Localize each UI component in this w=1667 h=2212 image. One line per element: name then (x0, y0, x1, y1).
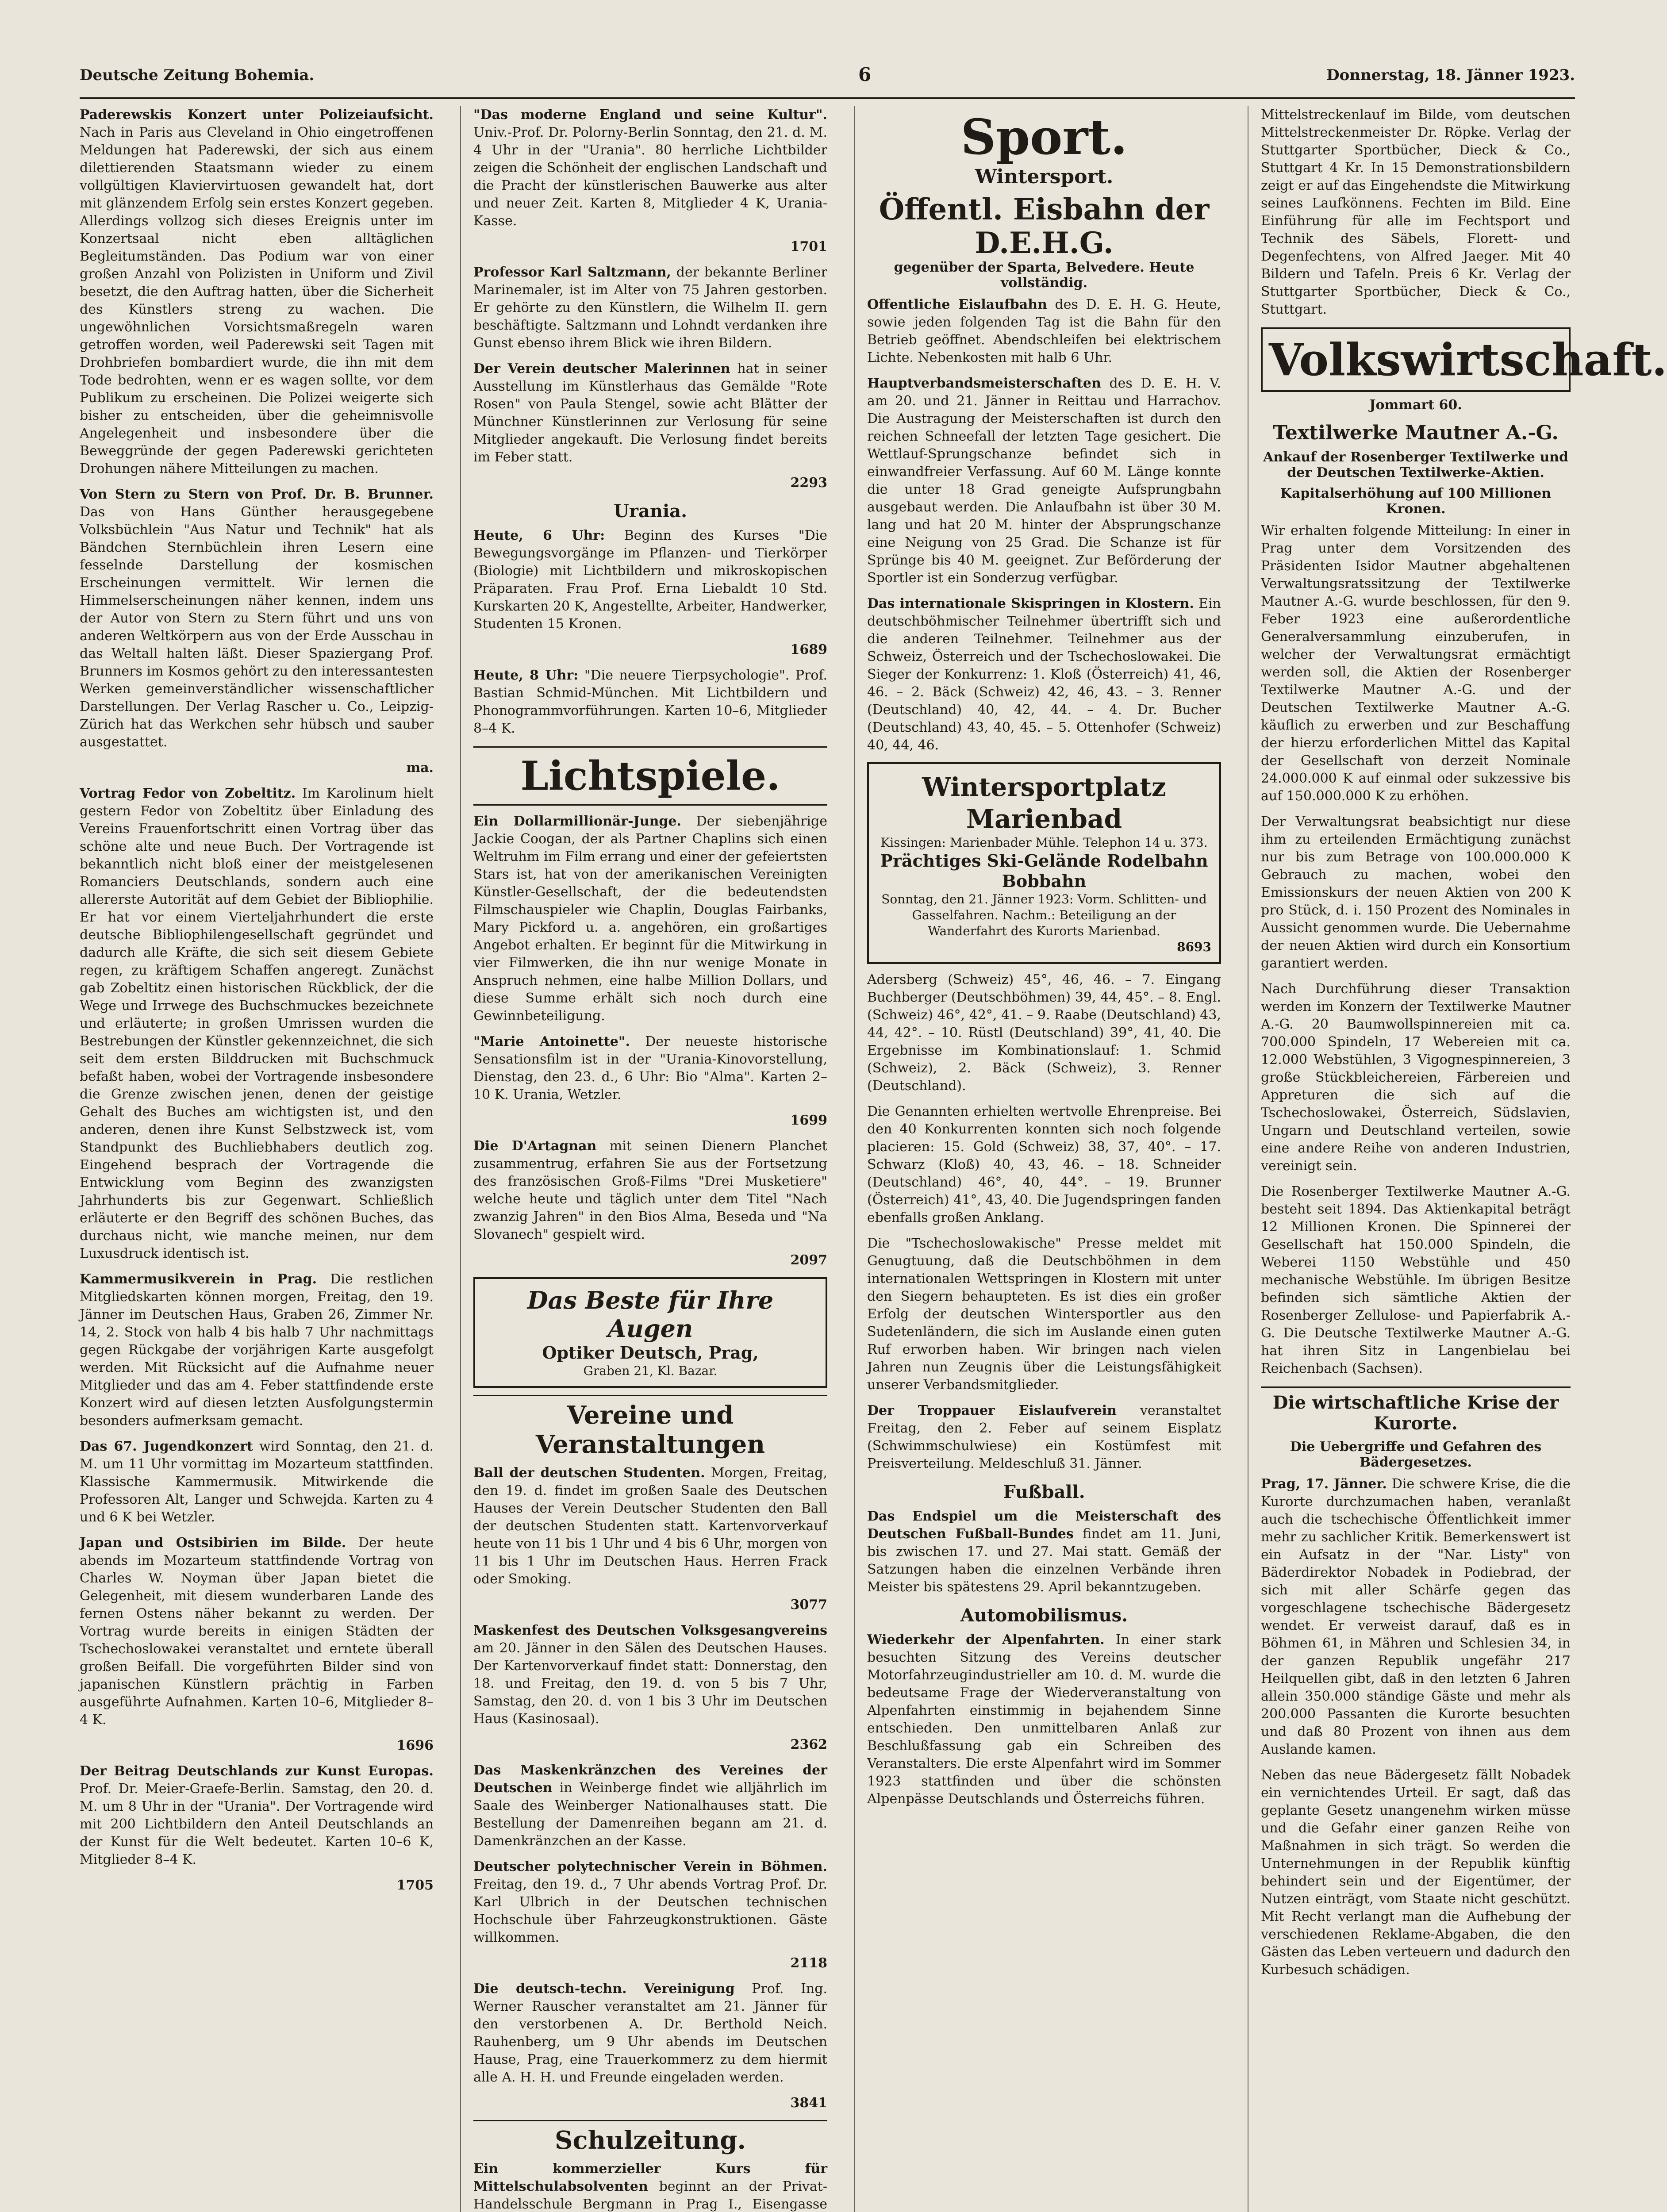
article-subheadline: Kapitalserhöhung auf 100 Millionen Kronen. (1280, 486, 1552, 517)
page-header (80, 66, 1575, 97)
article-text: beginnt an der Privat-Handelsschule Bergmann in Prag I., Eisengasse (473, 2179, 827, 2212)
article (80, 785, 434, 1263)
article (80, 1438, 434, 1526)
article-signature: 1705 (396, 1878, 434, 1893)
article-text: Prof. Dr. Meier-Graefe-Berlin. Samstag, den 20. d. M. um 8 Uhr in der "Urania". Der Vortragende wird mit 200 Lichtbildern den Anteil Deutschlands an der Kunst für die Welt bedeutet. Karten 10–6 K, Mitglieder 8–4 K. (80, 1781, 434, 1867)
subsection-heading-fussball: Fußball. (1003, 1482, 1085, 1502)
article-text: in Weinberge findet wie alljährlich im Saale des Weinberger Nationalhauses statt. Die Bestellung der Damenreihen begann am 21. d. Damenkränzchen an der Kasse. (473, 1780, 827, 1849)
article (473, 1137, 827, 1244)
column-divider (460, 106, 461, 2212)
article-text: Die Rosenberger Textilwerke Mautner A.-G. besteht seit 1894. Das Aktienkapital beträgt 12 Millionen Kronen. Die Spinnerei der Gesellschaft hat 150.000 Spindeln, die Weberei 1150 Webstühle und 450 mechanische Webstühle. Im übrigen Besitze befinden sich sämtliche Aktien der Rosenberger Zellulose- und Papierfabrik A.-G. Die Deutsche Textilwerke Mautner A.-G. hat ihren Sitz in Langenbielau bei Reichenbach (Sachsen). (1261, 1184, 1571, 1376)
article-text: veranstaltet Freitag, den 2. Feber auf seinem Eisplatz (Schwimmschulwiese) ein Kostümfest mit Preisverteilung. Meldeschluß 31. Jänner. (867, 1403, 1221, 1471)
masthead: Deutsche Zeitung Bohemia. (80, 66, 315, 84)
section-heading-lichtspiele: Lichtspiele. (473, 746, 827, 806)
article-kicker: Von Stern zu Stern von Prof. Dr. B. Brunner. (80, 487, 434, 502)
article (473, 106, 827, 230)
article-text: Freitag, den 19. d., 7 Uhr abends Vortrag Prof. Dr. Karl Ulbrich in der Deutschen technischen Hochschule über Fahrzeugkonstruktionen. Gäste willkommen. (473, 1877, 827, 1945)
article-signature: 1689 (790, 642, 827, 657)
article-kicker: Ball der deutschen Studenten. (473, 1465, 705, 1481)
section-date: Jommart 60. (1369, 397, 1462, 413)
article-kicker: Professor Karl Saltzmann, (473, 265, 671, 280)
subsection-heading-automobilismus: Automobilismus. (960, 1605, 1128, 1626)
article-kicker: Heute, 8 Uhr: (473, 668, 579, 683)
article-text: Der siebenjährige Jackie Coogan, der als Partner Chaplins sich einen Weltruhm im Film errang und einer der gefeiertsten Stars ist, hat von der amerikanischen Vereinigten Künstler-Gesellschaft, der die bedeutendsten Filmschauspieler wie Chaplin, Douglas Fairbanks, Mary Pickford u. a. angehören, ein großartiges Angebot erhalten. Er beginnt für die Mitwirkung in vier Filmwerken, die ihn nur wenige Monate in Anspruch nehmen, eine halbe Million Dollars, und diese Summe erhält sich noch durch eine Gewinnbeteiligung. (473, 814, 827, 1024)
article (1261, 522, 1571, 805)
ad-title: Das Beste für Ihre Augen (527, 1286, 774, 1343)
article-text: Die schwere Krise, die die Kurorte durchzumachen haben, veranlaßt auch die tschechische Öffentlichkeit immer mehr zu sachlicher Kritik. Bemerkenswert ist ein Aufsatz in der "Nar. Listy" von Bäderdirektor Nobadek in Podiebrad, der sich mit aller Schärfe gegen das vorgeschlagene tschechische Bädergesetz wendet. Er verweist darauf, daß es in Böhmen 61, in Mähren und Schlesien 34, in der ganzen Republik ungefähr 217 Heilquellen gibt, daß in den letzten 6 Jahren allein 350.000 ständige Gäste und mehr als 200.000 Passanten die Kurorte besuchten und daß 80 Prozent von ihnen aus dem Auslande kamen. (1261, 1476, 1571, 1757)
article-text: Neben das neue Bädergesetz fällt Nobadek ein vernichtendes Urteil. Er sagt, daß das geplante Gesetz unangenehm wirken müsse und die Gefahr einer ganzen Reihe von Maßnahmen in sich trägt. So werden die Unternehmungen in der Republik künftig behindert sein und der Eigentümer, der Nutzen einträgt, vom Staate nicht geschützt. Mit Recht verlangt man die Aufhebung der verschiedenen Reklame-Abgaben, die den Gästen das Leben verteuern und dadurch den Kurbesuch schädigen. (1261, 1767, 1571, 1978)
article-text: des D. E. H. G. Heute, sowie jeden folgenden Tag ist die Bahn für den Betrieb geöffnet. Abendschleifen bei elektrischem Lichte. Nebenkosten mit halb 6 Uhr. (867, 297, 1221, 365)
article (1261, 1183, 1571, 1378)
article-subheadline: Die Uebergriffe und Gefahren des Bädergesetzes. (1290, 1439, 1542, 1470)
column-3 (867, 106, 1221, 2212)
article-signature: 1696 (396, 1738, 434, 1753)
article-kicker: Das Endspiel um die Meisterschaft des Deutschen Fußball-Bundes (867, 1509, 1221, 1542)
header-rule (80, 97, 1575, 99)
article (867, 375, 1221, 587)
article (80, 1271, 434, 1430)
article-signature: 2097 (790, 1252, 827, 1268)
article-text: Die Genannten erhielten wertvolle Ehrenpreise. Bei den 40 Konkurrenten konnten sich noch folgende placieren: 15. Gold (Schweiz) 38, 37, 40°. – 17. Schwarz (Kloß) 40, 43, 46. – 18. Schneider (Deutschland) 46°, 40, 44°. – 19. Brunner (Österreich) 41°, 43, 40. Die Jugendspringen fanden ebenfalls großen Anklang. (867, 1104, 1221, 1225)
article (1261, 813, 1571, 972)
ad-code: 8693 (1177, 940, 1211, 954)
article-text: des D. E. H. V. am 20. und 21. Jänner in Reittau und Harrachov. Die Austragung der Meisterschaften ist durch den reichen Schneefall der letzten Tage gesichert. Die Wettlauf-Sprungschanze befindet sich in einwandfreier Verfassung. Auf 60 M. Länge konnte die unter 18 Grad geneigte Aufsprungbahn ausgebaut werden. Die Anlaufbahn ist über 30 M. lang und hat 20 M. hinter der Absprungschanze eine Neigung von 25 Grad. Die Schanze ist für Sprünge bis 40 M. geeignet. Zur Beförderung der Sportler ist ein Sonderzug verfügbar. (867, 376, 1221, 586)
article-signature: ma. (406, 760, 434, 776)
article-kicker: Der Troppauer Eislaufverein (867, 1403, 1117, 1418)
article (473, 1858, 827, 1947)
article-text: mit seinen Dienern Planchet zusammentrug, erfahren Sie aus der Fortsetzung des französischen Groß-Films "Drei Musketiere" welche heute und täglich unter dem Titel "Nach zwanzig Jahren" in den Bios Alma, Beseda und "Na Slovanech" gespielt wird. (473, 1138, 827, 1242)
article-text: Die restlichen Mitgliedskarten können morgen, Freitag, den 19. Jänner im Deutschen Haus, Graben 26, Zimmer Nr. 14, 2. Stock von halb 4 bis halb 7 Uhr nachmittags gegen Rückgabe der vorjährigen Karte ausgefolgt werden. Mit Rücksicht auf die Aufnahme neuer Mitglieder und das am 4. Feber stattfindende erste Konzert wird auf diesen letzten Ausfolgungstermin besonders aufmerksam gemacht. (80, 1271, 434, 1429)
article (80, 1763, 434, 1869)
article-kicker: "Marie Antoinette". (473, 1034, 630, 1049)
article-kicker: Das internationale Skispringen in Klostern. (867, 596, 1194, 611)
article-text: Prof. Ing. Werner Rauscher veranstaltet am 21. Jänner für den verstorbenen A. Dr. Berthold Neich. Rauhenberg, um 9 Uhr abends im Deutschen Hause, Prag, eine Trauerkommerz zu dem hiermit alle A. H. H. und Freunde eingeladen werden. (473, 1981, 827, 2085)
article-text: Nach in Paris aus Cleveland in Ohio eingetroffenen Meldungen hat Paderewski, der sich aus einem dilettierenden Staatsmann wieder zu einem vollgültigen Klaviervirtuosen gewandelt hat, dort mit glänzendem Erfolg sein erstes Konzert gegeben. Allerdings vollzog sich dieses Ereignis unter im Konzertsaal nicht eben alltäglichen Begleitumständen. Das Podium war von einer großen Anzahl von Polizisten in Uniform und Zivil besetzt, die den Auftrag hatten, über die Sicherheit des Künstlers streng zu wachen. Die ungewöhnlichen Vorsichtsmaßregeln waren getroffen worden, weil Paderewski seit Tagen mit Drohbriefen bombardiert wurde, die ihn mit dem Tode bedrohten, wenn er es wagen sollte, vor dem Publikum zu erscheinen. Die Polizei weigerte sich bisher zu entscheiden, über die geheimnisvolle Angelegenheit und insbesondere über die Beweggründe der gegen Paderewski gerichteten Drohungen nähere Mitteilungen zu machen. (80, 125, 434, 476)
article-signature: 1699 (790, 1113, 827, 1128)
article-headline: Die wirtschaftliche Krise der Kurorte. (1261, 1386, 1571, 1434)
page-number: 6 (858, 64, 872, 85)
eisbahn-subheading: gegenüber der Sparta, Belvedere. Heute vollständig. (894, 260, 1195, 291)
article (80, 106, 434, 478)
article-kicker: Der Beitrag Deutschlands zur Kunst Europas. (80, 1763, 434, 1779)
article-text: Die "Tschechoslowakische" Presse meldet mit Genugtuung, daß die Deutschböhmen in dem internationalen Wettspringen in Klostern mit unter den Siegern behaupteten. Es ist dies ein großer Erfolg der deutschen Wintersportler aus den Sudetenländern, die sich im Auslande einen guten Ruf erworben haben. Wir bringen nach vielen Jahren nun Zeugnis über die Leistungsfähigkeit unserer Verbandsmitglieder. (867, 1236, 1221, 1393)
article-kicker: Der Verein deutscher Malerinnen (473, 361, 730, 376)
article-kicker: Japan und Ostsibirien im Bilde. (80, 1535, 346, 1551)
column-2 (473, 106, 827, 2212)
section-heading-sport: Sport. (960, 108, 1128, 165)
advertisement-marienbad (867, 762, 1221, 964)
article-kicker: Paderewskis Konzert unter Polizeiaufsicht. (80, 107, 434, 123)
article-headline: Textilwerke Mautner A.-G. (1273, 422, 1559, 444)
article-text: "Die neuere Tierpsychologie". Prof. Bastian Schmid-München. Mit Lichtbildern und Phonogrammvorführungen. Karten 10–6, Mitglieder 8–4 K. (473, 668, 828, 736)
ad-title: Wintersportplatz Marienbad (922, 772, 1166, 834)
article (473, 1762, 827, 1850)
article-text: Wir erhalten folgende Mitteilung: In einer in Prag unter dem Vorsitzenden des Präsidenten Isidor Mautner abgehaltenen Verwaltungsratssitzung der Textilwerke Mautner A.-G. wurde beschlossen, für den 9. Feber 1923 eine außerordentliche Generalversammlung einzuberufen, in welcher der Verwaltungsrat ermächtigt werden soll, die Aktien der Rosenberger Textilwerke Mautner A.-G. und der Deutschen Textilwerke Mautner A.-G. käuflich zu erwerben und zur Beschaffung der hierzu erforderlichen Mittel das Kapital der Gesellschaft von derzeit Nominale 24.000.000 K auf einmal oder sukzessive bis auf 150.000.000 K zu erhöhen. (1261, 523, 1571, 804)
article-kicker: Hauptverbandsmeisterschaften (867, 376, 1101, 391)
eisbahn-heading: Öffentl. Eisbahn der D.E.H.G. (879, 192, 1210, 260)
subsection-heading: Urania. (614, 501, 687, 522)
article-text: Nach Durchführung dieser Transaktion werden im Konzern der Textilwerke Mautner A.-G. 20 Baumwollspinnereien mit ca. 700.000 Spindeln, 17 Webereien mit ca. 12.000 Webstühlen, 3 Vigognespinnereien, 3 große Stückbleichereien, Färbereien und Appreturen die sich auf die Tschechoslowakei, Österreich, Südslavien, Ungarn und Deutschland verteilen, sowie eine andere Reihe von anderen Industrien, vereinigt sein. (1261, 981, 1571, 1174)
article (867, 1508, 1221, 1596)
article-kicker: Die deutsch-techn. Vereinigung (473, 1981, 735, 1997)
sport-subheading: Wintersport. (975, 165, 1114, 188)
article-text: Das von Hans Günther herausgegebene Volksbüchlein "Aus Natur und Technik" hat als Bändchen Sternbüchlein ihren Lesern eine fesselnde Darstellung der kosmischen Erscheinungen vermittelt. Wir lernen die Himmelserscheinungen näher kennen, indem uns der Autor von Stern zu Stern führt und uns von anderen Weltkörpern aus von der Erde Ausschau in das Weltall halten läßt. Dieser Spaziergang Prof. Brunners im Kosmos gehört zu den interessantesten Werken gemeinverständlicher wissenschaftlicher Darstellungen. Der Verlag Rascher u. Co., Leipzig-Zürich hat das Werkchen sehr hübsch und sauber ausgestattet. (80, 504, 434, 750)
article-text: Ein deutschböhmischer Teilnehmer übertrifft sich und die anderen Teilnehmer. Teilnehmer aus der Schweiz, Österreich und der Tschechoslowakei. Die Sieger der Konkurrenz: 1. Kloß (Österreich) 41, 46, 46. – 2. Bäck (Schweiz) 42, 46, 43. – 3. Renner (Deutschland) 40, 42, 44. – 4. Dr. Bucher (Deutschland) 43, 40, 45. – 5. Ottenhofer (Schweiz) 40, 44, 46. (867, 596, 1221, 753)
article (473, 1033, 827, 1104)
article-kicker: Die D'Artagnan (473, 1138, 597, 1154)
article (867, 595, 1221, 754)
article-text: wird Sonntag, den 21. d. M. um 11 Uhr vormittag im Mozarteum stattfinden. Klassische Kammermusik. Mitwirkende die Professoren Alt, Langer und Schwejda. Karten zu 4 und 6 K bei Wetzler. (80, 1439, 434, 1525)
article-text: Adersberg (Schweiz) 45°, 46, 46. – 7. Eingang Buchberger (Deutschböhmen) 39, 44, 45°. – 8. Engl. (Schweiz) 46°, 42°, 41. – 9. Raabe (Deutschland) 43, 44, 42°. – 10. Rüstl (Deutschland) 39°, 41, 40. Die Ergebnisse im Kombinationslauf: 1. Schmid (Schweiz), 2. Bäck (Schweiz), 3. Renner (Deutschland). (867, 972, 1221, 1094)
section-heading-vereine: Vereine und Veranstaltungen (473, 1395, 827, 1459)
column-1 (80, 106, 434, 2212)
article-kicker: Das 67. Jugendkonzert (80, 1439, 253, 1454)
article (473, 2160, 827, 2212)
article (867, 1103, 1221, 1227)
article-kicker: "Das moderne England und seine Kultur". (473, 107, 827, 123)
article (473, 1980, 827, 2086)
article-text: In einer stark besuchten Sitzung des Vereins deutscher Motorfahrzeugindustrieller am 10. d. M. wurde die bedeutsame Frage der Wiederveranstaltung von Alpenfahrten einstimmig in bejahendem Sinne entschieden. Den unmittelbaren Anlaß zur Beschlußfassung gab ein Schreiben des Veranstalters. Die erste Alpenfahrt wird im Sommer 1923 stattfinden und über die schönsten Alpenpässe Deutschlands und Österreichs führen. (867, 1632, 1221, 1807)
article (473, 360, 827, 466)
article (1261, 1767, 1571, 1979)
ad-line: Prächtiges Ski-Gelände Rodelbahn Bobbahn (880, 851, 1208, 891)
article-signature: 2118 (790, 1955, 827, 1971)
article-text: hat in seiner Ausstellung im Künstlerhaus das Gemälde "Rote Rosen" von Paula Stengel, sowie acht Blätter der Münchner Künstlerinnen zur Verlosung für seine Mitglieder angekauft. Die Verlosung findet bereits im Feber statt. (473, 361, 827, 465)
column-divider (854, 106, 855, 2212)
article (867, 1235, 1221, 1394)
article-kicker: Vortrag Fedor von Zobeltitz. (80, 786, 296, 801)
article-kicker: Heute, 6 Uhr: (473, 528, 605, 543)
article (80, 1534, 434, 1729)
article-kicker: Ein kommerzieller Kurs für Mittelschulabsolventen (473, 2161, 827, 2194)
article (1261, 106, 1571, 319)
issue-date: Donnerstag, 18. Jänner 1923. (1326, 66, 1575, 84)
article (867, 1631, 1221, 1808)
ad-line: Sonntag, den 21. Jänner 1923: Vorm. Schlitten- und Gasselfahren. Nachm.: Beteiligung an der Wanderfahrt des Kurorts Marienbad. (881, 892, 1207, 938)
article (473, 1464, 827, 1588)
article-kicker: Ein Dollarmillionär-Junge. (473, 814, 681, 829)
article-text: Der Verwaltungsrat beabsichtigt nur diese ihm zu erteilenden Ermächtigung zunächst nur bis zum Betrage von 100.000.000 K Gebrauch zu machen, wobei den Emissionskurs der neuen Aktien von 200 K pro Stück, d. i. 150 Prozent des Nominales in Aussicht genommen wurde. Die Uebernahme der neuen Aktien wird durch ein Konsortium garantiert werden. (1261, 814, 1571, 971)
article-text: findet am 11. Juni, bis zwischen 17. und 27. Mai statt. Gemäß der Satzungen haben die einzelnen Verbände ihren Meister bis spätestens 29. April bekanntzugeben. (867, 1526, 1221, 1595)
article-text: Morgen, Freitag, den 19. d. findet im großen Saale des Deutschen Hauses der Verein Deutscher Studenten den Ball der deutschen Studenten statt. Kartenvorverkauf heute von 11 bis 1 Uhr und 4 bis 6 Uhr, morgen von 11 bis 1 Uhr im Deutschen Haus. Herren Frack oder Smoking. (473, 1465, 827, 1587)
article-kicker: Prag, 17. Jänner. (1261, 1476, 1387, 1492)
article (473, 527, 827, 633)
article-signature: 2293 (790, 475, 827, 491)
article-signature: 3077 (790, 1597, 827, 1613)
article-subheadline: Ankauf der Rosenberger Textilwerke und der Deutschen Textilwerke-Aktien. (1263, 449, 1568, 480)
article-kicker: Offentliche Eislaufbahn (867, 297, 1047, 312)
article-text: Beginn des Kurses "Die Bewegungsvorgänge im Pflanzen- und Tierkörper (Biologie) mit Lichtbildern und mikroskopischen Präparaten. Frau Prof. Erna Liebaldt 10 Std. Kurskarten 20 K, Angestellte, Arbeiter, Handwerker, Studenten 15 Kronen. (473, 528, 827, 632)
column-4 (1261, 106, 1667, 2212)
article-kicker: Deutscher polytechnischer Verein in Böhmen. (473, 1859, 827, 1874)
article-kicker: Wiederkehr der Alpenfahrten. (867, 1632, 1105, 1647)
article-text: Der neueste historische Sensationsfilm ist in der "Urania-Kinovorstellung, Dienstag, den 23. d., 6 Uhr: Bio "Alma". Karten 2–10 K. Urania, Wetzler. (473, 1034, 827, 1102)
article-text: Univ.-Prof. Dr. Polorny-Berlin Sonntag, den 21. d. M. 4 Uhr in der "Urania". 80 herrliche Lichtbilder zeigen die Schönheit der englischen Landschaft und die Pracht der künstlerischen Bauwerke aus alter und neuer Zeit. Karten 8, Mitglieder 4 K, Urania-Kasse. (473, 125, 827, 229)
article-kicker: Das Maskenkränzchen des Vereines der Deutschen (473, 1763, 827, 1796)
article-signature: 3841 (790, 2095, 827, 2111)
article (1261, 1475, 1571, 1759)
section-heading-schulzeitung: Schulzeitung. (473, 2120, 827, 2155)
ad-line: Kissingen: Marienbader Mühle. Telephon 14 u. 373. (880, 835, 1208, 850)
article (473, 813, 827, 1025)
article (867, 296, 1221, 367)
article (80, 486, 434, 751)
article-kicker: Kammermusikverein in Prag. (80, 1271, 317, 1287)
ad-address: Graben 21, Kl. Bazar. (583, 1363, 718, 1378)
article-text: Der heute abends im Mozarteum stattfindende Vortrag von Charles W. Noyman über Japan bietet die Gelegenheit, mit diesem wunderbaren Lande des fernen Ostens näher bekannt zu werden. Der Vortrag wurde bereits in einigen Städten der Tschechoslowakei veranstaltet und erntete überall großen Beifall. Die vorgeführten Bilder sind von japanischen Künstlern prächtig in Farben ausgeführte Aufnahmen. Karten 10–6, Mitglieder 8–4 K. (80, 1535, 434, 1728)
article-signature: 1701 (790, 239, 827, 254)
article (473, 264, 827, 352)
advertisement-optiker (473, 1277, 827, 1388)
article (1261, 980, 1571, 1175)
article-kicker: Maskenfest des Deutschen Volksgesangvereins (473, 1623, 827, 1638)
article-text: Mittelstreckenlauf im Bilde, vom deutschen Mittelstreckenmeister Dr. Röpke. Verlag der Stuttgarter Sportbücher, Dieck & Co., Stuttgart 4 Kr. In 15 Demonstrationsbildern zeigt er auf das Eingehendste die Mitwirkung seines Laufkönnens. Fechten im Bild. Eine Einführung für alle im Fechtsport und Technik des Säbels, Florett- und Degenfechtens, von Alfred Jaeger. Mit 40 Bildern und Tafeln. Preis 6 Kr. Verlag der Stuttgarter Sportbücher, Dieck & Co., Stuttgart. (1261, 107, 1571, 317)
ad-line: Optiker Deutsch, Prag, (542, 1343, 759, 1363)
article (473, 667, 827, 737)
article (867, 971, 1221, 1095)
article (867, 1402, 1221, 1473)
article-signature: 2362 (790, 1737, 827, 1752)
article (473, 1622, 827, 1728)
article-text: am 20. Jänner in den Sälen des Deutschen Hauses. Der Kartenvorverkauf findet statt: Donnerstag, den 18. und Freitag, den 19. d. von 5 bis 7 Uhr, Samstag, den 20. d. von 1 bis 3 Uhr im Deutschen Haus (Kasinosaal). (473, 1640, 827, 1727)
article-text: der bekannte Berliner Marinemaler, ist im Alter von 75 Jahren gestorben. Er gehörte zu den Künstlern, die Wilhelm II. gern beschäftigte. Saltzmann und Lohndt verdanken ihre Gunst ebenso ihrem Blick wie ihren Bildern. (473, 265, 827, 351)
section-heading-volkswirtschaft: Volkswirtschaft. (1261, 327, 1571, 392)
article-text: Im Karolinum hielt gestern Fedor von Zobeltitz über Einladung des Vereins Frauenfortschritt einen Vortrag über das schöne alte und neue Buch. Der Vortragende ist bekanntlich nicht bloß einer der meistgelesenen Romanciers Deutschlands, sondern auch eine allererste Autorität auf dem Gebiet der Bibliophilie. Er hat vor einem Vierteljahrhundert die erste deutsche Bibliophilengesellschaft gegründet und dadurch alle Kräfte, die sich seit diesem Gebiete regen, zu kräftigem Schaffen angeregt. Zunächst gab Zobeltitz einen historischen Rückblick, der die Wege und Irrwege des Buchschmuckes bezeichnete und erläuterte; in großen Umrissen wurden die Bestrebungen der Künstler gekennzeichnet, die sich seit dem ersten Bilddrucken mit Buchschmuck befaßt haben, wobei der Vortragende insbesondere die Grenze zwischen jenen, denen der geistige Gehalt des Buches am wichtigsten ist, und den anderen, denen ihre Kunst Selbstzweck ist, vom Standpunkt des Buchliebhabers deutlich zog. Eingehend besprach der Vortragende die Entwicklung vom Beginn des zwanzigsten Jahrhunderts bis zur Gegenwart. Schließlich erläuterte er den Begriff des schönen Buches, das durchaus nicht, wie manche meinen, nur dem Luxusdruck identisch ist. (80, 786, 434, 1261)
